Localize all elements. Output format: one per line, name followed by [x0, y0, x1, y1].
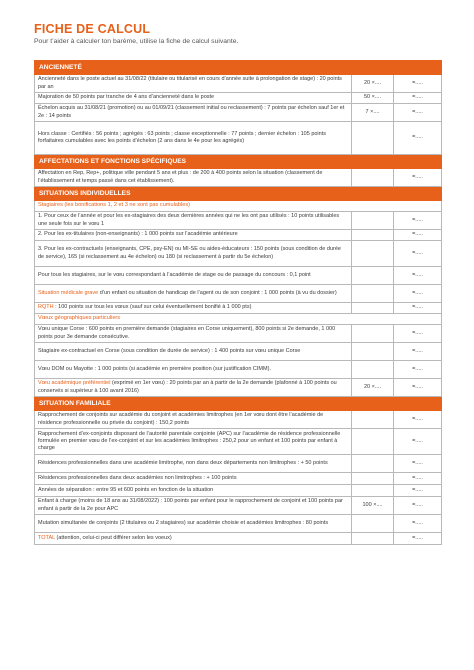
table-row: [35, 93, 442, 104]
table-row: [35, 379, 442, 397]
section-title: ANCIENNETÉ: [35, 61, 442, 75]
result-field[interactable]: =.....: [394, 75, 442, 93]
result-field[interactable]: =.....: [394, 267, 442, 285]
table-row: [35, 303, 442, 314]
coef-field[interactable]: [352, 343, 394, 361]
coef-field[interactable]: [352, 429, 394, 455]
table-row: [35, 361, 442, 379]
highlight-label: Situation médicale grave: [38, 289, 99, 296]
table-row: [35, 515, 442, 533]
table-row: [35, 104, 442, 122]
total-row: [35, 533, 442, 545]
result-field[interactable]: =.....: [394, 169, 442, 187]
row-text-rest: (exprimé en 1er vœu) : 20 points par an à partir de la 2e demande (plafonné à 100 points ou conservés si supérieur à 100 avant 2016): [38, 380, 337, 394]
row-text-rest: : 100 points sur tous les vœux (sauf sur celui éventuellement bonifié à 1 000 pts): [55, 304, 252, 311]
result-field[interactable]: =.....: [394, 93, 442, 104]
section-title: SITUATION FAMILIALE: [35, 397, 442, 411]
section-header-anciennete: [35, 61, 442, 75]
row-text: Stagiaire ex-contractuel en Corse (sous condition de durée de service) : 1 400 points sur vœu unique Corse: [35, 343, 352, 361]
row-text: Majoration de 50 points par tranche de 4 ans d’ancienneté dans le poste: [35, 93, 352, 104]
table-row: [35, 241, 442, 267]
result-field[interactable]: =.....: [394, 411, 442, 429]
table-row: [35, 411, 442, 429]
subheader-label: Stagiaires (les bonifications 1, 2 et 3 ne sont pas cumulables): [35, 201, 442, 212]
coef-field[interactable]: [352, 455, 394, 473]
row-text: [35, 379, 352, 397]
result-field[interactable]: =.....: [394, 473, 442, 485]
row-text: Affectation en Rep, Rep+, politique ville pendant 5 ans et plus : de 200 à 400 points selon la situation (classement de l’établissement et temps passé dans cet établissement).: [35, 169, 352, 187]
total-result-field[interactable]: =.....: [394, 533, 442, 545]
table-row: [35, 169, 442, 187]
coef-field[interactable]: [352, 169, 394, 187]
result-field[interactable]: =.....: [394, 285, 442, 303]
coef-field[interactable]: [352, 212, 394, 230]
result-field[interactable]: =.....: [394, 497, 442, 515]
highlight-label: RQTH: [38, 304, 54, 311]
result-field[interactable]: =.....: [394, 241, 442, 267]
section-header-familiale: [35, 397, 442, 411]
table-row: [35, 343, 442, 361]
result-field[interactable]: =.....: [394, 515, 442, 533]
coef-field[interactable]: 50 ×....: [352, 93, 394, 104]
subheader-label: Vœux géographiques particuliers: [35, 314, 442, 325]
row-text: Résidences professionnelles dans une académie limitrophe, non dans deux départements non limitrophes : + 50 points: [35, 455, 352, 473]
page-subtitle: Pour t’aider à calculer ton barème, utilise la fiche de calcul suivante.: [34, 38, 239, 45]
table-row: [35, 325, 442, 343]
row-text: 3. Pour les ex-contractuels (enseignants, CPE, psy-EN) ou MI-SE ou aides-éducateurs : 150 points (sous condition de durée de service), 165 (si reclassement au 4e échelon) ou 180 (si reclassement à partir du 5e échelon): [35, 241, 352, 267]
total-note: (attention, celui-ci peut différer selon les voeux): [56, 534, 172, 541]
result-field[interactable]: =.....: [394, 361, 442, 379]
result-field[interactable]: =.....: [394, 429, 442, 455]
subheader-stagiaires: [35, 201, 442, 212]
table-row: [35, 485, 442, 497]
table-row: [35, 267, 442, 285]
table-row: [35, 230, 442, 241]
row-text: Enfant à charge (moins de 18 ans au 31/08/2022) : 100 points par enfant pour le rapprochement de conjoint et 100 points par enfant à partir de la 2e pour APC: [35, 497, 352, 515]
coef-field[interactable]: [352, 411, 394, 429]
result-field[interactable]: =.....: [394, 485, 442, 497]
result-field[interactable]: =.....: [394, 379, 442, 397]
coef-field[interactable]: 7 ×....: [352, 104, 394, 122]
row-text: [35, 303, 352, 314]
row-text: 2. Pour les ex-titulaires (non-enseignants) : 1 000 points sur l’académie antérieure: [35, 230, 352, 241]
row-text: [35, 285, 352, 303]
row-text: Vœu unique Corse : 600 points en première demande (stagiaires en Corse uniquement), 800 points si 2e demande, 1 000 points pour 3e demande consécutive.: [35, 325, 352, 343]
row-text: Échelon acquis au 31/08/21 (promotion) ou au 01/09/21 (classement initial ou reclassement) : 7 points par échelon sauf 1er et 2e : 14 points: [35, 104, 352, 122]
row-text: Hors classe : Certifiés : 56 points ; agrégés : 63 points ; classe exceptionnelle : 77 points ; dernier échelon : 105 points forfaitaires cumulables avec les points d’échelon (2 ans dans le 4e pour les agrégés): [35, 122, 352, 155]
coef-field[interactable]: 20 ×....: [352, 75, 394, 93]
result-field[interactable]: =.....: [394, 303, 442, 314]
row-text: Ancienneté dans le poste actuel au 31/08/22 (titulaire ou titularisé en cours d’année suite à prolongation de stage) : 20 points par an: [35, 75, 352, 93]
coef-field[interactable]: [352, 267, 394, 285]
result-field[interactable]: =.....: [394, 343, 442, 361]
table-row: [35, 285, 442, 303]
row-text: Mutation simultanée de conjoints (2 titulaires ou 2 stagiaires) sur académie choisie et académies limitrophes : 80 points: [35, 515, 352, 533]
table-row: [35, 122, 442, 155]
coef-field[interactable]: [352, 303, 394, 314]
coef-field[interactable]: [352, 285, 394, 303]
table-row: [35, 497, 442, 515]
highlight-label: Vœu académique préférentiel: [38, 380, 111, 387]
table-row: [35, 473, 442, 485]
coef-field[interactable]: [352, 533, 394, 545]
coef-field[interactable]: [352, 241, 394, 267]
row-text: Rapprochement de conjoints sur académie du conjoint et académies limitrophes (en 1er vœu dont être l’académie de résidence professionnelle ou privée du conjoint) : 150,2 points: [35, 411, 352, 429]
table-row: [35, 455, 442, 473]
total-label: TOTAL: [38, 534, 56, 541]
section-header-individuelles: [35, 187, 442, 201]
table-row: [35, 75, 442, 93]
result-field[interactable]: =.....: [394, 122, 442, 155]
coef-field[interactable]: [352, 515, 394, 533]
coef-field[interactable]: [352, 325, 394, 343]
coef-field[interactable]: [352, 473, 394, 485]
coef-field[interactable]: 100 ×....: [352, 497, 394, 515]
coef-field[interactable]: 20 ×....: [352, 379, 394, 397]
page-title: FICHE DE CALCUL: [34, 22, 151, 36]
row-text: Vœu DOM ou Mayotte : 1 000 points (si académie en première position (sur justification CIMM).: [35, 361, 352, 379]
row-text: [35, 533, 352, 545]
coef-field[interactable]: [352, 485, 394, 497]
row-text: Rapprochement d’ex-conjoints disposant de l’autorité parentale conjointe (APC) sur l’académie de résidence professionnelle formulée en premier vœu de l’ex-conjoint et sur les académies limitrophes : 250,2 pour un enfant et 100 points par enfant à charge: [35, 429, 352, 455]
result-field[interactable]: =.....: [394, 212, 442, 230]
table-row: [35, 429, 442, 455]
row-text: Années de séparation : entre 95 et 600 points en fonction de la situation: [35, 485, 352, 497]
subheader-voeux-geographiques: [35, 314, 442, 325]
row-text-rest: d’un enfant ou situation de handicap de l’agent ou de son conjoint : 1 000 points (à vu du dossier): [99, 289, 337, 296]
result-field[interactable]: =.....: [394, 104, 442, 122]
row-text: Résidences professionnelles dans deux académies non limitrophes : + 100 points: [35, 473, 352, 485]
row-text: 1. Pour ceux de l’année et pour les ex-stagiaires des deux dernières années qui ne les ont pas utilisés : 10 points utilisables une seule fois sur le vœu 1: [35, 212, 352, 230]
coef-field[interactable]: [352, 122, 394, 155]
coef-field[interactable]: [352, 361, 394, 379]
section-title: SITUATIONS INDIVIDUELLES: [35, 187, 442, 201]
calculation-table: [34, 60, 442, 545]
result-field[interactable]: =.....: [394, 325, 442, 343]
coef-field[interactable]: [352, 230, 394, 241]
table-row: [35, 212, 442, 230]
row-text: Pour tous les stagiaires, sur le vœu correspondant à l’académie de stage ou de passage du concours : 0,1 point: [35, 267, 352, 285]
result-field[interactable]: =.....: [394, 455, 442, 473]
section-title: AFFECTATIONS ET FONCTIONS SPÉCIFIQUES: [35, 155, 442, 169]
result-field[interactable]: =.....: [394, 230, 442, 241]
section-header-affectations: [35, 155, 442, 169]
